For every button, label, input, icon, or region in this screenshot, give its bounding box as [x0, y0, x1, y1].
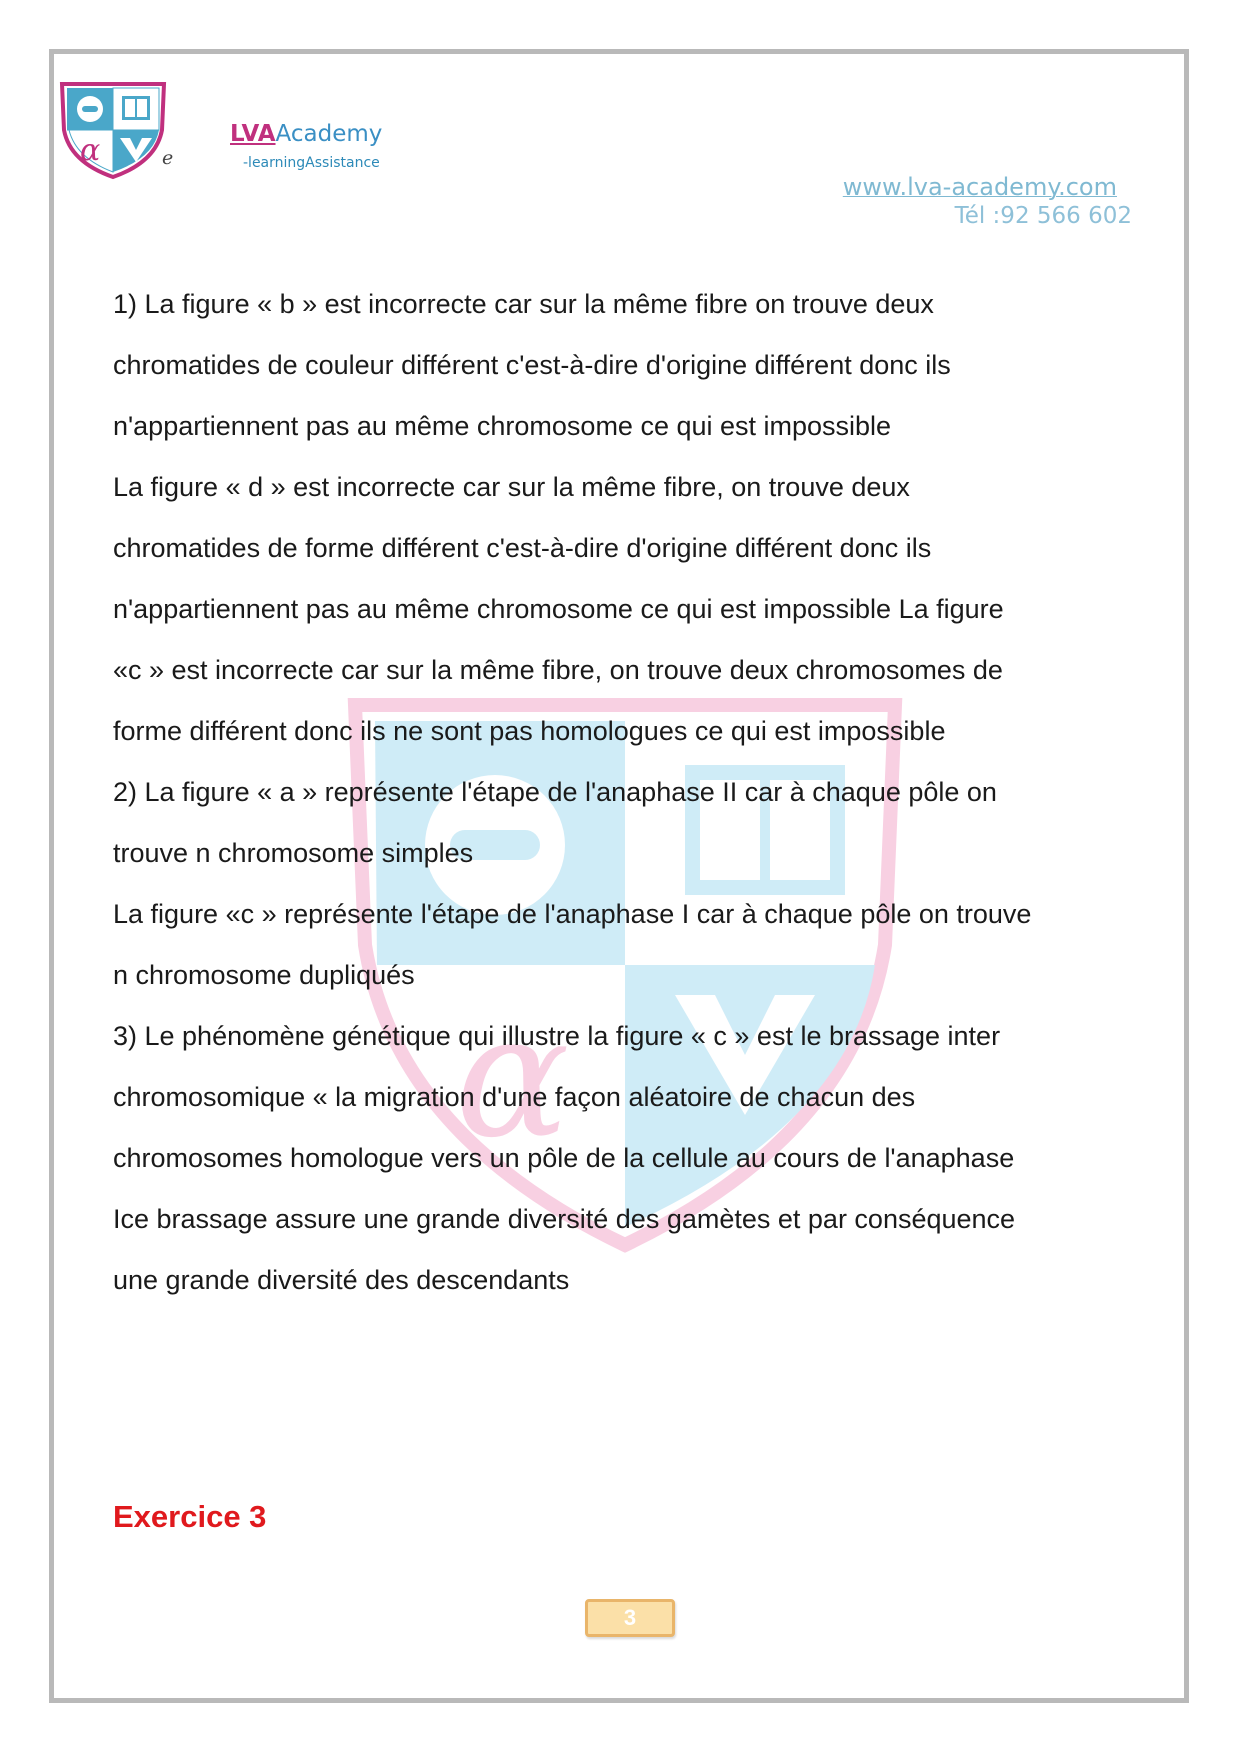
- brand-subtitle: -learningAssistance: [243, 155, 380, 171]
- phone-number: Tél :92 566 602: [954, 203, 1132, 229]
- text-line: n'appartiennent pas au même chromosome ce qui est impossible: [113, 411, 892, 441]
- body-text: [113, 274, 1153, 1311]
- text-line: La figure « d » est incorrecte car sur la même fibre, on trouve deux: [113, 472, 910, 502]
- page-number: 3: [585, 1599, 675, 1637]
- text-line: Ice brassage assure une grande diversité des gamètes et par conséquence: [113, 1204, 1016, 1234]
- text-line: chromatides de forme différent c'est-à-dire d'origine différent donc ils: [113, 533, 932, 563]
- svg-text:α: α: [80, 133, 101, 168]
- exercise-heading: Exercice 3: [113, 1499, 267, 1534]
- shield-logo-icon: [58, 80, 168, 180]
- text-line: chromosomique « la migration d'une façon aléatoire de chacun des: [113, 1082, 916, 1112]
- brand-suffix: Academy: [275, 121, 383, 147]
- text-line: chromosomes homologue vers un pôle de la cellule au cours de l'anaphase: [113, 1143, 1015, 1173]
- website-link[interactable]: www.lva-academy.com: [842, 173, 1117, 201]
- brand-name: [230, 121, 382, 147]
- brand-prefix: LVA: [230, 121, 276, 147]
- text-line: forme différent donc ils ne sont pas homologues ce qui est impossible: [113, 716, 946, 746]
- text-line: La figure «c » représente l'étape de l'anaphase I car à chaque pôle on trouve: [113, 899, 1032, 929]
- text-line: «c » est incorrecte car sur la même fibre, on trouve deux chromosomes de: [113, 655, 1003, 685]
- svg-text:α: α: [455, 978, 570, 1176]
- text-line: 1) La figure « b » est incorrecte car sur la même fibre on trouve deux: [113, 289, 934, 319]
- text-line: chromatides de couleur différent c'est-à-dire d'origine différent donc ils: [113, 350, 951, 380]
- text-line: 3) Le phénomène génétique qui illustre la figure « c » est le brassage inter: [113, 1021, 1001, 1051]
- logo-mark: e: [162, 147, 174, 169]
- text-line: n chromosome dupliqués: [113, 960, 415, 990]
- text-line: 2) La figure « a » représente l'étape de l'anaphase II car à chaque pôle on: [113, 777, 997, 807]
- text-line: une grande diversité des descendants: [113, 1265, 570, 1295]
- text-line: n'appartiennent pas au même chromosome ce qui est impossible La figure: [113, 594, 1004, 624]
- text-line: trouve n chromosome simples: [113, 838, 474, 868]
